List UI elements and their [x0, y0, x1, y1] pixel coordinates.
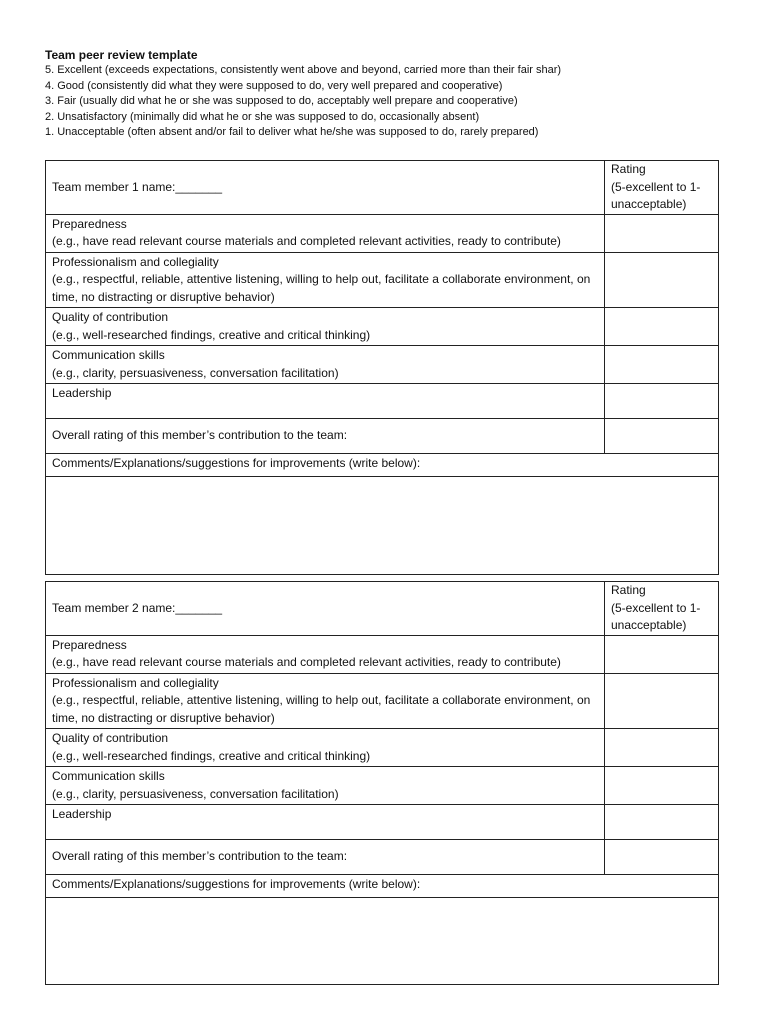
criterion-row — [46, 673, 719, 729]
rating-header-line: (5-excellent to 1- — [611, 600, 701, 615]
criterion-title: Leadership — [52, 386, 112, 400]
criterion-row — [46, 384, 719, 419]
criterion-title: Professionalism and collegiality — [52, 254, 219, 269]
rating-input-cell[interactable] — [605, 308, 719, 346]
criterion-description: (e.g., respectful, reliable, attentive listening, willing to help out, facilitate a collaborate environment, on time, no distracting or disruptive behavior) — [52, 693, 591, 725]
overall-label: Overall rating of this member’s contribution to the team: — [46, 419, 605, 454]
comments-input-area[interactable] — [46, 898, 719, 985]
criterion-title: Quality of contribution — [52, 310, 169, 324]
comments-label: Comments/Explanations/suggestions for improvements (write below): — [46, 875, 719, 898]
rating-header-line: unacceptable) — [611, 197, 687, 211]
scale-item-1: 1. Unacceptable (often absent and/or fail to deliver what he/she was supposed to do, rarely prepared) — [45, 126, 539, 139]
overall-rating-input-cell[interactable] — [605, 419, 719, 454]
criterion-cell — [46, 252, 605, 308]
rating-input-cell[interactable] — [605, 729, 719, 767]
criterion-title: Professionalism and collegiality — [52, 675, 219, 690]
criterion-title: Communication skills — [52, 769, 165, 783]
scale-item-5: 5. Excellent (exceeds expectations, consistently went above and beyond, carried more than their fair shar) — [45, 64, 562, 76]
member-name-field[interactable]: Team member 2 name:_______ — [46, 582, 605, 636]
review-table-member-1 — [45, 160, 719, 575]
rating-header — [605, 582, 719, 636]
table-header-row — [46, 582, 719, 636]
criterion-description: (e.g., well-researched findings, creative and critical thinking) — [52, 748, 371, 763]
criterion-title: Quality of contribution — [52, 731, 169, 745]
comments-body-row — [46, 898, 719, 985]
criterion-row — [46, 767, 719, 805]
criterion-description: (e.g., have read relevant course materials and completed relevant activities, ready to contribute) — [52, 655, 561, 669]
criterion-row — [46, 805, 719, 840]
rating-header-line: unacceptable) — [611, 618, 687, 632]
criterion-cell — [46, 673, 605, 729]
scale-item-2: 2. Unsatisfactory (minimally did what he or she was supposed to do, occasionally absent) — [45, 110, 480, 123]
criterion-title: Preparedness — [52, 637, 127, 652]
criterion-row — [46, 308, 719, 346]
criterion-row — [46, 214, 719, 252]
criterion-description: (e.g., respectful, reliable, attentive listening, willing to help out, facilitate a collaborate environment, on time, no distracting or disruptive behavior) — [52, 272, 591, 304]
rating-input-cell[interactable] — [605, 635, 719, 673]
criterion-title: Preparedness — [52, 216, 127, 231]
document-header — [45, 48, 725, 141]
criterion-row — [46, 635, 719, 673]
criterion-title: Communication skills — [52, 348, 165, 362]
criterion-row — [46, 729, 719, 767]
criterion-cell — [46, 384, 605, 419]
criterion-description: (e.g., well-researched findings, creative and critical thinking) — [52, 327, 371, 342]
scale-item-3: 3. Fair (usually did what he or she was supposed to do, acceptably well prepare and cooperative) — [45, 95, 518, 108]
criterion-title: Leadership — [52, 807, 112, 821]
rating-input-cell[interactable] — [605, 346, 719, 384]
rating-header — [605, 161, 719, 215]
rating-input-cell[interactable] — [605, 252, 719, 308]
criterion-cell — [46, 767, 605, 805]
comments-body-row — [46, 477, 719, 575]
criterion-cell — [46, 805, 605, 840]
review-table-member-2 — [45, 581, 719, 985]
overall-rating-input-cell[interactable] — [605, 840, 719, 875]
criterion-description: (e.g., have read relevant course materials and completed relevant activities, ready to contribute) — [52, 234, 561, 248]
comments-label: Comments/Explanations/suggestions for improvements (write below): — [46, 454, 719, 477]
table-header-row — [46, 161, 719, 215]
criterion-cell — [46, 729, 605, 767]
scale-item-4: 4. Good (consistently did what they were supposed to do, very well prepared and cooperative) — [45, 79, 503, 92]
criterion-cell — [46, 308, 605, 346]
rating-input-cell[interactable] — [605, 673, 719, 729]
criterion-row — [46, 252, 719, 308]
rating-header-line: Rating — [611, 162, 646, 176]
overall-row — [46, 840, 719, 875]
overall-row — [46, 419, 719, 454]
criterion-description: (e.g., clarity, persuasiveness, conversation facilitation) — [52, 365, 339, 380]
criterion-description: (e.g., clarity, persuasiveness, conversation facilitation) — [52, 786, 339, 801]
criterion-cell — [46, 214, 605, 252]
rating-input-cell[interactable] — [605, 767, 719, 805]
comments-header-row — [46, 454, 719, 477]
criterion-row — [46, 346, 719, 384]
rating-input-cell[interactable] — [605, 805, 719, 840]
comments-header-row — [46, 875, 719, 898]
criterion-cell — [46, 346, 605, 384]
rating-input-cell[interactable] — [605, 384, 719, 419]
rating-header-line: Rating — [611, 583, 646, 597]
overall-label: Overall rating of this member’s contribution to the team: — [46, 840, 605, 875]
member-name-field[interactable]: Team member 1 name:_______ — [46, 161, 605, 215]
criterion-cell — [46, 635, 605, 673]
rating-header-line: (5-excellent to 1- — [611, 179, 701, 194]
rating-input-cell[interactable] — [605, 214, 719, 252]
page-title: Team peer review template — [45, 48, 198, 62]
comments-input-area[interactable] — [46, 477, 719, 575]
